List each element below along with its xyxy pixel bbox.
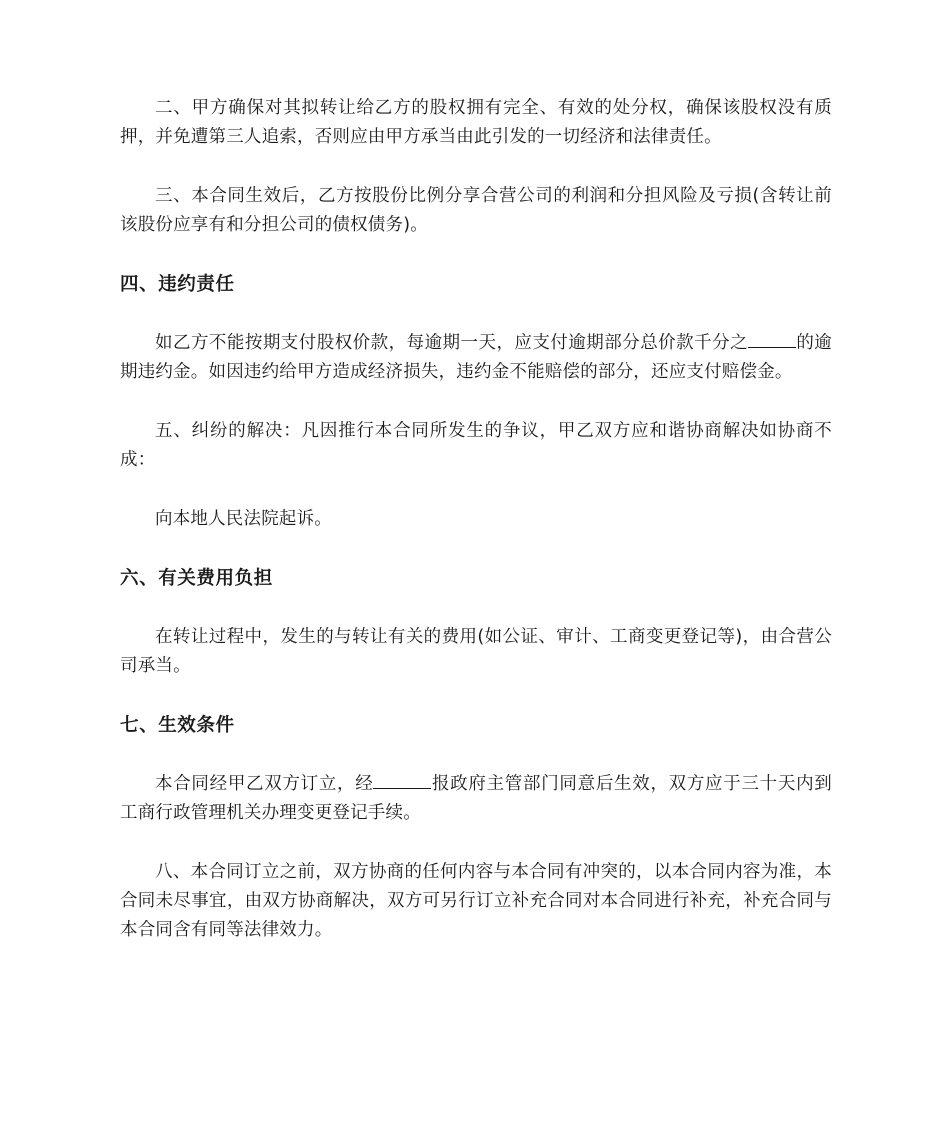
dispute-paragraph: 五、纠纷的解决：凡因推行本合同所发生的争议，甲乙双方应和谐协商解决如协商不成： [120, 421, 832, 470]
section-heading-effect: 七、生效条件 [120, 715, 235, 736]
approval-authority-blank [373, 770, 431, 789]
section-heading-breach: 四、违约责任 [120, 274, 235, 295]
clause-2-paragraph: 二、甲方确保对其拟转让给乙方的股权拥有完全、有效的处分权，确保该股权没有质押，并免遭第三人追索，否则应由甲方承当由此引发的一切经济和法律责任。 [120, 98, 832, 147]
breach-text-after: 的逾期违约金。如因违约给甲方造成经济损失，违约金不能赔偿的部分，还应支付赔偿金。 [120, 333, 832, 382]
document-page [120, 94, 832, 975]
effect-paragraph [120, 770, 832, 828]
breach-text-before: 如乙方不能按期支付股权价款，每逾期一天，应支付逾期部分总价款千分之 [155, 333, 749, 353]
dispute-continuation: 向本地人民法院起诉。 [155, 509, 332, 529]
penalty-rate-blank [748, 329, 796, 348]
fees-paragraph: 在转让过程中，发生的与转让有关的费用(如公证、审计、工商变更登记等)，由合营公司承当。 [120, 627, 832, 676]
clause-3-paragraph: 三、本合同生效后，乙方按股份比例分享合营公司的利润和分担风险及亏损(含转让前该股份应享有和分担公司的债权债务)。 [120, 186, 832, 235]
effect-text-before: 本合同经甲乙双方订立，经 [155, 774, 374, 794]
effect-text-after: 报政府主管部门同意后生效，双方应于三十天内到工商行政管理机关办理变更登记手续。 [120, 774, 832, 823]
breach-paragraph [120, 329, 832, 387]
clause-8-paragraph: 八、本合同订立之前，双方协商的任何内容与本合同有冲突的，以本合同内容为准，本合同未尽事宜，由双方协商解决，双方可另行订立补充合同对本合同进行补充，补充合同与本合同含有同等法律效力。 [120, 862, 832, 940]
section-heading-fees: 六、有关费用负担 [120, 568, 273, 589]
